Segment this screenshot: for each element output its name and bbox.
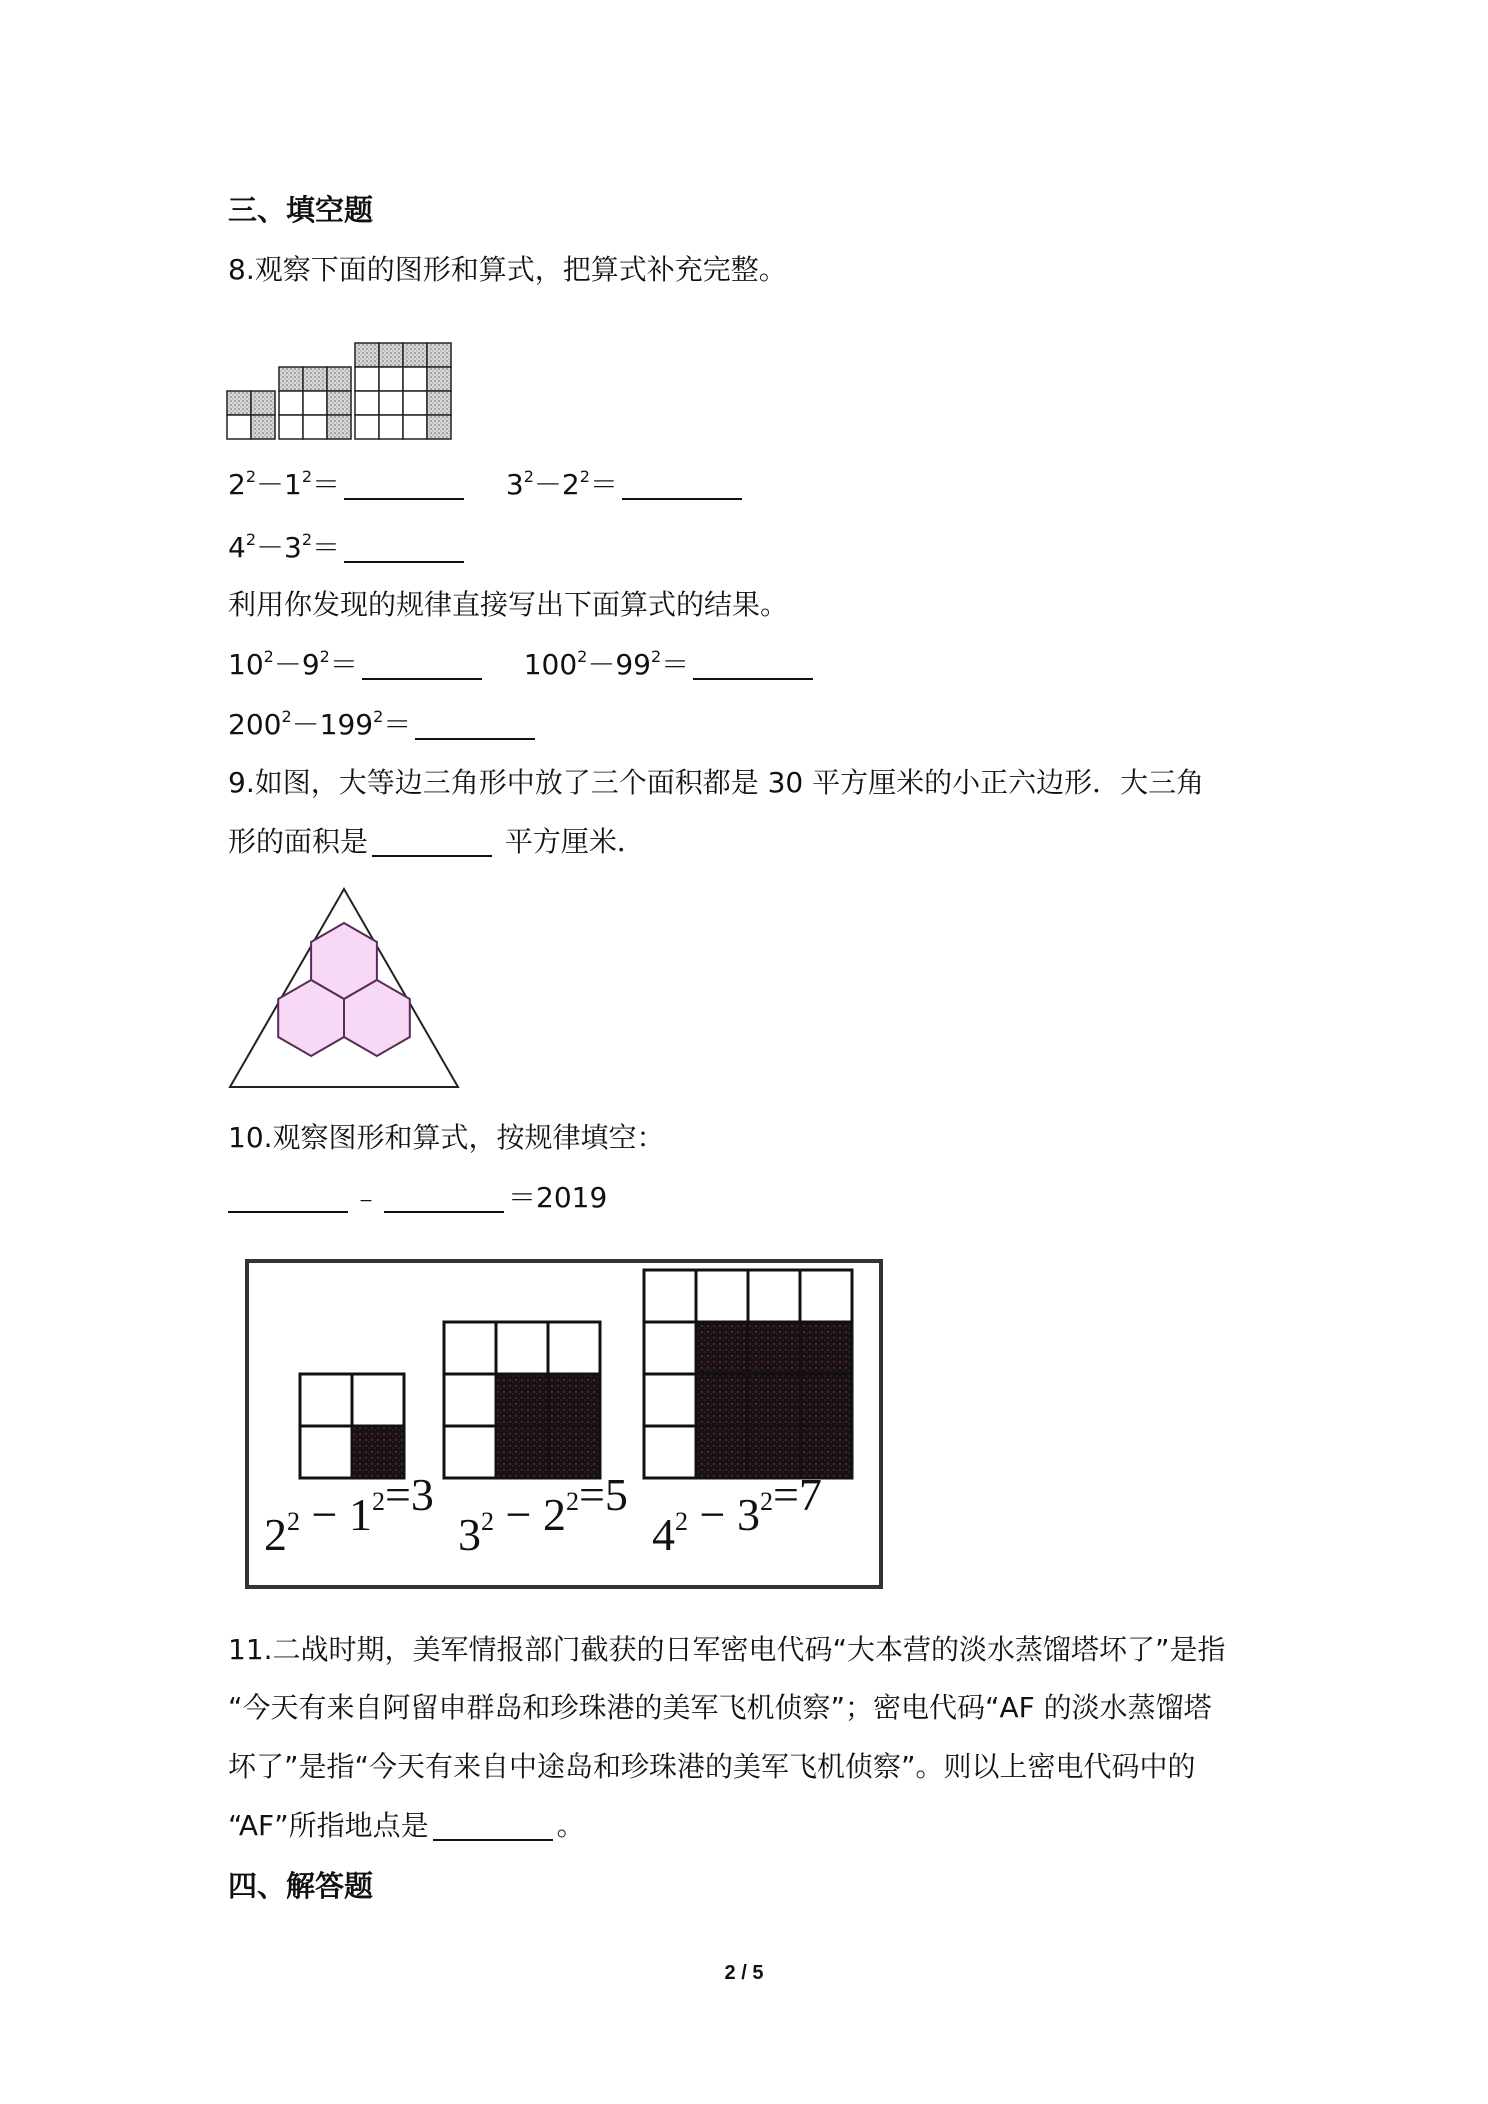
shaded-cell	[748, 1374, 800, 1426]
q8-grid-figure	[226, 312, 516, 442]
shaded-cell	[427, 343, 451, 367]
shaded-cell	[303, 367, 327, 391]
section-title: 三、填空题	[228, 193, 374, 227]
grid-cell	[303, 391, 327, 415]
grid-cell	[800, 1270, 852, 1322]
answer-blank[interactable]	[344, 533, 464, 563]
answer-blank[interactable]	[693, 650, 813, 680]
grid-cell	[355, 367, 379, 391]
grid-cell	[279, 415, 303, 439]
grid-cell	[279, 391, 303, 415]
page-number: 2 / 5	[724, 1962, 764, 1984]
grid-cell	[355, 391, 379, 415]
answer-blank[interactable]	[362, 650, 482, 680]
shaded-cell	[548, 1374, 600, 1426]
q8-equation-row-3	[228, 645, 817, 685]
shaded-cell	[251, 391, 275, 415]
section-title: 四、解答题	[228, 1869, 374, 1903]
q8-prompt: 8.观察下面的图形和算式，把算式补充完整。	[228, 253, 787, 286]
grid-cell	[352, 1374, 404, 1426]
grid-cell	[444, 1322, 496, 1374]
shaded-cell	[496, 1426, 548, 1478]
answer-blank[interactable]	[622, 470, 742, 500]
grid-cell	[379, 415, 403, 439]
figure-equation-label: $2^2 - 1^2=3$	[264, 1469, 434, 1560]
shaded-cell	[696, 1322, 748, 1374]
q9-text-line-1: 9.如图，大等边三角形中放了三个面积都是 30 平方厘米的小正六边形．大三角	[228, 766, 1205, 799]
shaded-cell	[251, 415, 275, 439]
grid-cell	[496, 1322, 548, 1374]
shaded-cell	[327, 367, 351, 391]
q8-equation-row-1	[228, 465, 746, 505]
shaded-cell	[427, 391, 451, 415]
q11-text-line-2: “今天有来自阿留申群岛和珍珠港的美军飞机侦察”；密电代码“AF 的淡水蒸馏塔	[228, 1691, 1212, 1724]
q10-prompt: 10.观察图形和算式，按规律填空：	[228, 1121, 665, 1154]
q8-eq4: $10^2-9^2=$	[228, 648, 486, 681]
shaded-cell	[496, 1374, 548, 1426]
q8-equation-row-4	[228, 705, 539, 745]
grid-cell	[696, 1270, 748, 1322]
grid-cell	[379, 367, 403, 391]
q10-figure	[244, 1258, 884, 1590]
q10-equation: ﹣ ＝2019	[228, 1178, 607, 1218]
shaded-cell	[327, 391, 351, 415]
q8-instruction: 利用你发现的规律直接写出下面算式的结果。	[228, 588, 789, 621]
shaded-cell	[355, 343, 379, 367]
grid-cell	[403, 391, 427, 415]
q8-eq6: $200^2-199^2=$	[228, 708, 539, 741]
q11-text-line-1: 11.二战时期，美军情报部门截获的日军密电代码“大本营的淡水蒸馏塔坏了”是指	[228, 1633, 1226, 1666]
grid-cell	[444, 1426, 496, 1478]
shaded-cell	[327, 415, 351, 439]
grid-cell	[748, 1270, 800, 1322]
grid-cell	[644, 1270, 696, 1322]
grid-cell	[300, 1374, 352, 1426]
q8-eq1: $2^2-1^2=$	[228, 468, 468, 501]
grid-cell	[303, 415, 327, 439]
q9-text-line-2: 形的面积是 平方厘米．	[228, 825, 645, 858]
shaded-cell	[227, 391, 251, 415]
shaded-cell	[696, 1374, 748, 1426]
figure-equation-label: $3^2 - 2^2=5$	[458, 1469, 628, 1560]
shaded-cell	[696, 1426, 748, 1478]
shaded-cell	[800, 1322, 852, 1374]
grid-cell	[548, 1322, 600, 1374]
q11-text-line-3: 坏了”是指“今天有来自中途岛和珍珠港的美军飞机侦察”。则以上密电代码中的	[228, 1750, 1196, 1783]
answer-blank[interactable]	[415, 710, 535, 740]
answer-blank[interactable]	[433, 1811, 553, 1841]
q11-text-line-4: “AF”所指地点是 。	[228, 1809, 585, 1842]
q9-triangle-hexagon-figure	[226, 885, 466, 1095]
grid-cell	[644, 1426, 696, 1478]
shaded-cell	[748, 1322, 800, 1374]
grid-cell	[644, 1374, 696, 1426]
grid-cell	[444, 1374, 496, 1426]
answer-blank[interactable]	[344, 470, 464, 500]
shaded-cell	[403, 343, 427, 367]
q8-eq5: $100^2-99^2=$	[524, 648, 818, 681]
q8-eq2: $3^2-2^2=$	[506, 468, 746, 501]
figure-equation-label: $4^2 - 3^2=7$	[652, 1469, 822, 1560]
shaded-cell	[379, 343, 403, 367]
shaded-cell	[279, 367, 303, 391]
answer-blank[interactable]	[384, 1183, 504, 1213]
shaded-cell	[800, 1374, 852, 1426]
q8-eq3: $4^2-3^2=$	[228, 531, 468, 564]
grid-cell	[227, 415, 251, 439]
answer-blank[interactable]	[228, 1183, 348, 1213]
answer-blank[interactable]	[372, 827, 492, 857]
grid-cell	[403, 367, 427, 391]
grid-cell	[379, 391, 403, 415]
shaded-cell	[427, 415, 451, 439]
shaded-cell	[427, 367, 451, 391]
grid-cell	[403, 415, 427, 439]
grid-cell	[300, 1426, 352, 1478]
q8-equation-row-2	[228, 528, 468, 568]
grid-cell	[355, 415, 379, 439]
grid-cell	[644, 1322, 696, 1374]
